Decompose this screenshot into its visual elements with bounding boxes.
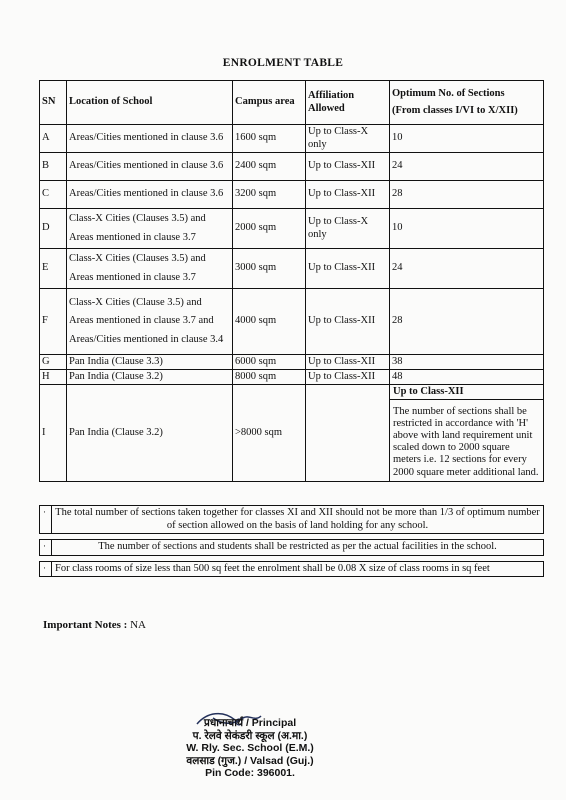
cell-location bbox=[67, 181, 233, 209]
cell-sections: 48 bbox=[390, 370, 544, 385]
cell-sections: 10 bbox=[390, 209, 544, 249]
location-line: Areas/Cities mentioned in clause 3.4 bbox=[69, 333, 224, 345]
bullet: · bbox=[40, 540, 52, 556]
cell-location: Pan India (Clause 3.2) bbox=[67, 385, 233, 481]
cell-sections: 24 bbox=[390, 249, 544, 289]
header-campus: Campus area bbox=[233, 81, 306, 125]
cell-sn: F bbox=[40, 289, 67, 355]
cell-sn: C bbox=[40, 181, 67, 209]
stamp-line-4: वलसाड (गुज.) / Valsad (Guj.) bbox=[186, 754, 314, 767]
cell-affiliation: Up to Class-XII bbox=[306, 370, 390, 385]
note-row bbox=[40, 506, 544, 534]
table-row bbox=[40, 125, 544, 153]
cell-affiliation bbox=[306, 385, 390, 481]
header-optimum-sub: (From classes I/VI to X/XII) bbox=[392, 104, 518, 116]
cell-campus: 1600 sqm bbox=[233, 125, 306, 153]
cell-sn: B bbox=[40, 153, 67, 181]
table-row bbox=[40, 209, 544, 249]
cell-sn: I bbox=[40, 385, 67, 481]
important-notes-value: NA bbox=[130, 619, 146, 631]
stamp-line-1: प्रधानाचार्य / Principal bbox=[203, 717, 297, 729]
cell-location bbox=[67, 289, 233, 355]
header-row bbox=[40, 81, 544, 125]
cell-sn: A bbox=[40, 125, 67, 153]
location-line: Class-X Cities (Clauses 3.5) and bbox=[69, 213, 206, 225]
cell-sections: 38 bbox=[390, 355, 544, 370]
note-text: The total number of sections taken together for classes XI and XII should not be more than 1/3 of optimum number of section allowed on the basis of land holding for any school. bbox=[52, 506, 544, 534]
location-line: Areas mentioned in clause 3.7 bbox=[69, 231, 196, 243]
cell-sections: 28 bbox=[390, 181, 544, 209]
stamp-line-3: W. Rly. Sec. School (E.M.) bbox=[186, 742, 314, 754]
location-line: Pan India (Clause 3.2) bbox=[69, 371, 163, 383]
important-notes bbox=[43, 619, 146, 631]
cell-affiliation: Up to Class-XII bbox=[306, 249, 390, 289]
row-i-sections-text: The number of sections shall be restricted in accordance with 'H' above with land requirement unit scaled down to 2000 square meters i.e. 12 sections for every 2000 square meter additional land. bbox=[393, 406, 539, 478]
location-line: Class-X Cities (Clause 3.5) and bbox=[69, 297, 202, 309]
location-line: Class-X Cities (Clauses 3.5) and bbox=[69, 253, 206, 265]
table-row bbox=[40, 289, 544, 355]
note-row bbox=[40, 561, 544, 577]
table-row bbox=[40, 153, 544, 181]
cell-sections: 24 bbox=[390, 153, 544, 181]
location-line: Pan India (Clause 3.3) bbox=[69, 356, 163, 367]
cell-affiliation: Up to Class-X only bbox=[306, 125, 390, 153]
bullet: · bbox=[40, 506, 52, 534]
header-sn: SN bbox=[40, 81, 67, 125]
header-optimum bbox=[390, 81, 544, 125]
cell-affiliation: Up to Class-XII bbox=[306, 153, 390, 181]
table-row bbox=[40, 249, 544, 289]
header-location: Location of School bbox=[67, 81, 233, 125]
header-optimum-title: Optimum No. of Sections bbox=[392, 88, 505, 100]
table-row bbox=[40, 385, 544, 481]
stamp-line-2: प. रेलवे सेकंडरी स्कूल (अ.मा.) bbox=[192, 729, 308, 742]
note-row bbox=[40, 540, 544, 556]
cell-sn: G bbox=[40, 355, 67, 370]
cell-affiliation: Up to Class-XII bbox=[306, 289, 390, 355]
notes-table bbox=[39, 505, 544, 577]
cell-sn: H bbox=[40, 370, 67, 385]
cell-campus: 3200 sqm bbox=[233, 181, 306, 209]
cell-location bbox=[67, 370, 233, 385]
note-text: The number of sections and students shall be restricted as per the actual facilities in the school. bbox=[52, 540, 544, 556]
cell-campus: 3000 sqm bbox=[233, 249, 306, 289]
page-title: ENROLMENT TABLE bbox=[222, 57, 344, 69]
table-row bbox=[40, 181, 544, 209]
principal-stamp bbox=[185, 717, 315, 780]
bullet: · bbox=[40, 561, 52, 577]
location-line: Areas/Cities mentioned in clause 3.6 bbox=[69, 188, 224, 200]
stamp-line-5: Pin Code: 396001. bbox=[205, 767, 295, 779]
location-line: Areas mentioned in clause 3.7 bbox=[69, 271, 196, 283]
cell-sections bbox=[390, 385, 544, 481]
cell-location bbox=[67, 125, 233, 153]
cell-sn: D bbox=[40, 209, 67, 249]
cell-sections: 10 bbox=[390, 125, 544, 153]
cell-campus: >8000 sqm bbox=[233, 385, 306, 481]
location-line: Areas/Cities mentioned in clause 3.6 bbox=[69, 132, 224, 144]
header-affiliation: Affiliation Allowed bbox=[306, 81, 390, 125]
cell-sections: 28 bbox=[390, 289, 544, 355]
cell-location bbox=[67, 355, 233, 370]
location-line: Areas/Cities mentioned in clause 3.6 bbox=[69, 160, 224, 172]
cell-campus: 4000 sqm bbox=[233, 289, 306, 355]
cell-sn: E bbox=[40, 249, 67, 289]
important-notes-label: Important Notes : bbox=[43, 619, 128, 631]
enrolment-table bbox=[39, 80, 544, 482]
cell-affiliation: Up to Class-X only bbox=[306, 209, 390, 249]
bleed-through-text bbox=[30, 40, 546, 52]
cell-campus: 2000 sqm bbox=[233, 209, 306, 249]
cell-location bbox=[67, 153, 233, 181]
cell-campus: 6000 sqm bbox=[233, 355, 306, 370]
cell-campus: 8000 sqm bbox=[233, 370, 306, 385]
row-i-affiliation-heading: Up to Class-XII bbox=[390, 385, 543, 400]
cell-affiliation: Up to Class-XII bbox=[306, 355, 390, 370]
cell-affiliation: Up to Class-XII bbox=[306, 181, 390, 209]
location-line: Areas mentioned in clause 3.7 and bbox=[69, 315, 214, 327]
cell-location bbox=[67, 209, 233, 249]
note-text: For class rooms of size less than 500 sq feet the enrolment shall be 0.08 X size of class rooms in sq feet bbox=[52, 561, 544, 577]
table-row bbox=[40, 370, 544, 385]
cell-location bbox=[67, 249, 233, 289]
table-row bbox=[40, 355, 544, 370]
cell-campus: 2400 sqm bbox=[233, 153, 306, 181]
